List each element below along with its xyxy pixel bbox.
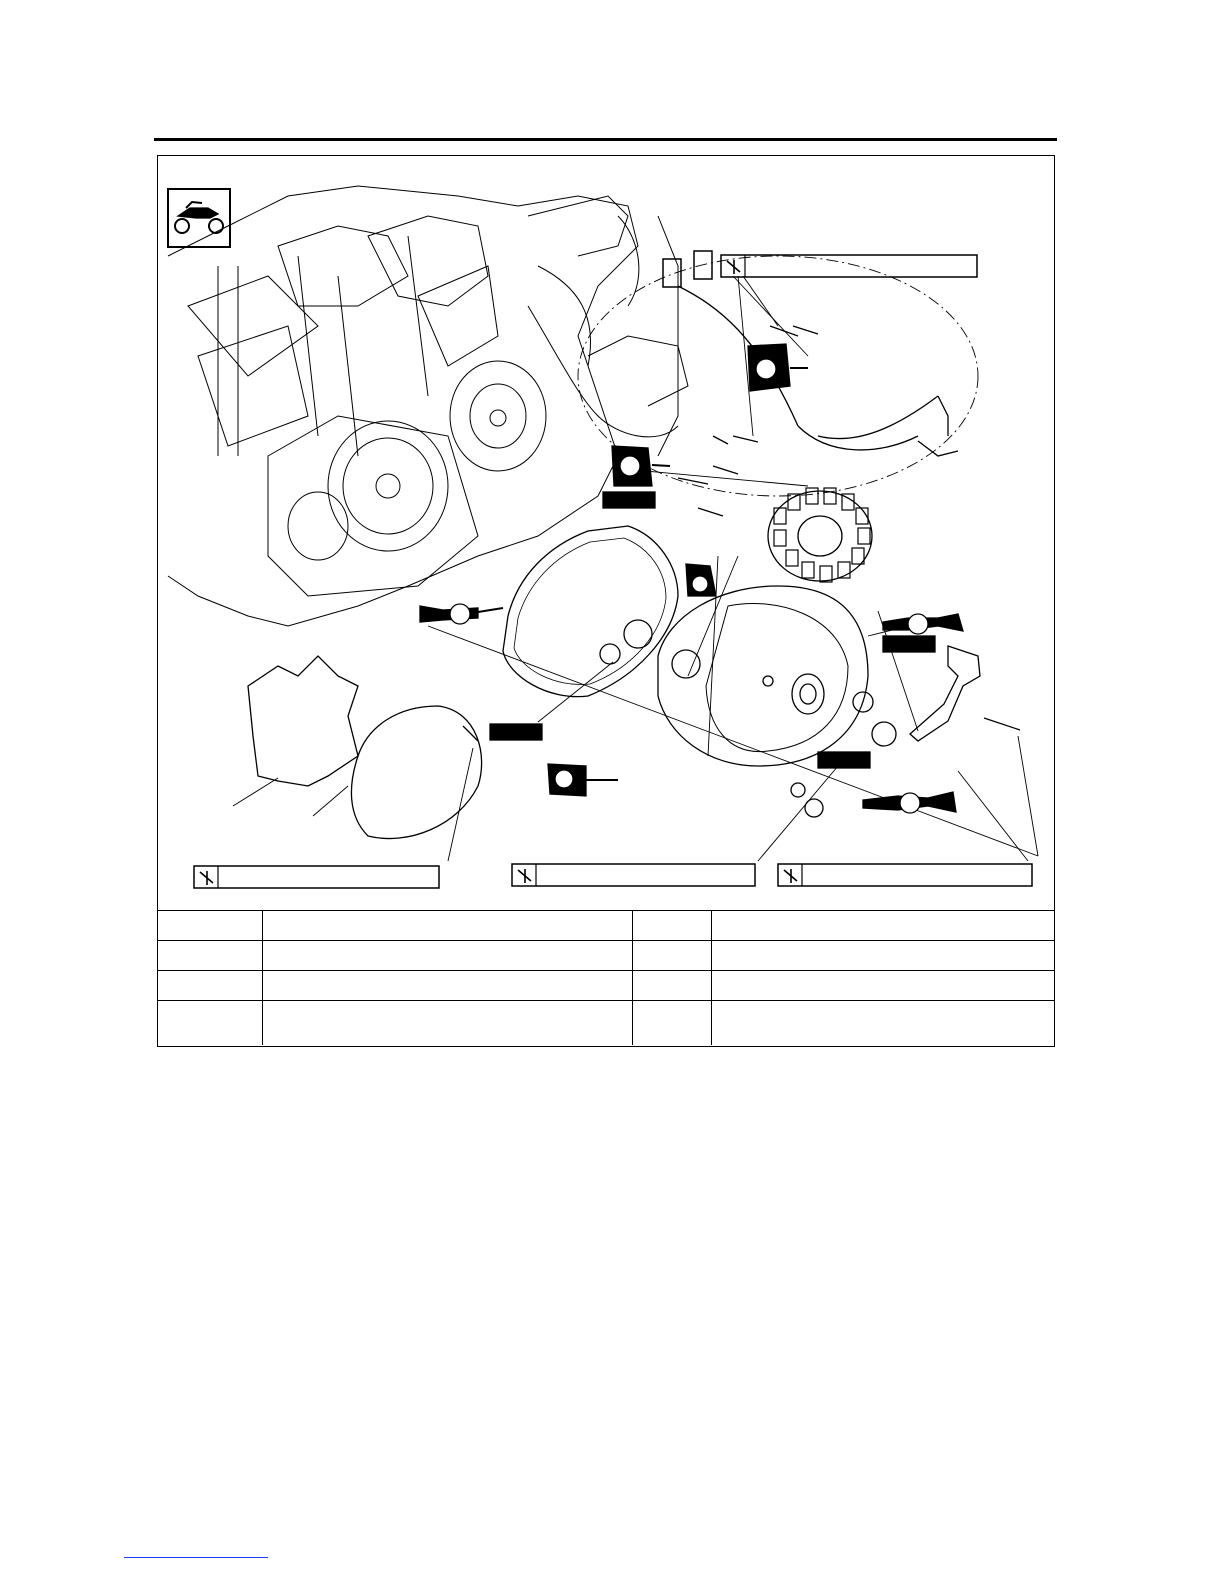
torque-wrench-icon xyxy=(727,260,740,274)
table-row xyxy=(157,941,1055,971)
shift-arm xyxy=(910,646,980,741)
crankcase-cover xyxy=(658,586,868,766)
plug xyxy=(872,722,896,746)
table-cell xyxy=(632,911,711,941)
sealant-tube-icon xyxy=(748,344,808,391)
o-ring-3 xyxy=(791,783,805,797)
o-ring xyxy=(600,644,620,664)
parts-table xyxy=(157,910,1055,1045)
bushing xyxy=(672,650,700,678)
sealant-tube-icon xyxy=(548,764,618,796)
outer-cover-b xyxy=(351,706,481,839)
table-cell xyxy=(262,941,632,971)
table-cell xyxy=(711,911,1055,941)
outer-cover-a xyxy=(248,656,358,786)
table-cell xyxy=(262,911,632,941)
sealant-tube-icon xyxy=(612,446,670,486)
motorcycle-icon xyxy=(168,189,230,247)
table-row xyxy=(157,1001,1055,1046)
table-cell xyxy=(157,941,262,971)
sealant-tube-icon xyxy=(686,564,716,596)
engine-background xyxy=(168,186,688,626)
torque-wrench-icon xyxy=(784,869,797,883)
table-cell xyxy=(157,1001,262,1046)
torque-box-shift xyxy=(778,864,1032,886)
torque-box-crankcase xyxy=(512,864,755,886)
header-rule xyxy=(154,138,1057,141)
grease-icon xyxy=(420,604,503,624)
torque-wrench-icon xyxy=(200,871,213,885)
table-cell xyxy=(711,971,1055,1001)
exploded-diagram xyxy=(158,156,1054,910)
table-cell xyxy=(157,971,262,1001)
torque-box-stator xyxy=(721,255,977,277)
table-cell xyxy=(262,971,632,1001)
grease-icon xyxy=(883,614,963,634)
bolts xyxy=(463,326,1020,741)
gasket xyxy=(503,526,678,697)
table-cell xyxy=(262,1001,632,1046)
table-cell xyxy=(632,941,711,971)
torque-box-cover xyxy=(194,866,439,888)
wiring-harness xyxy=(663,251,958,456)
table-cell xyxy=(711,941,1055,971)
table-cell xyxy=(711,1001,1055,1046)
table-cell xyxy=(632,971,711,1001)
stator xyxy=(768,488,872,582)
footer-link[interactable] xyxy=(124,1557,268,1558)
oil-seal xyxy=(624,620,652,648)
torque-wrench-icon xyxy=(518,869,531,883)
table-row xyxy=(157,911,1055,941)
table-row xyxy=(157,971,1055,1001)
table-cell xyxy=(157,911,262,941)
new-part-icon xyxy=(490,492,935,768)
table-cell xyxy=(632,1001,711,1046)
